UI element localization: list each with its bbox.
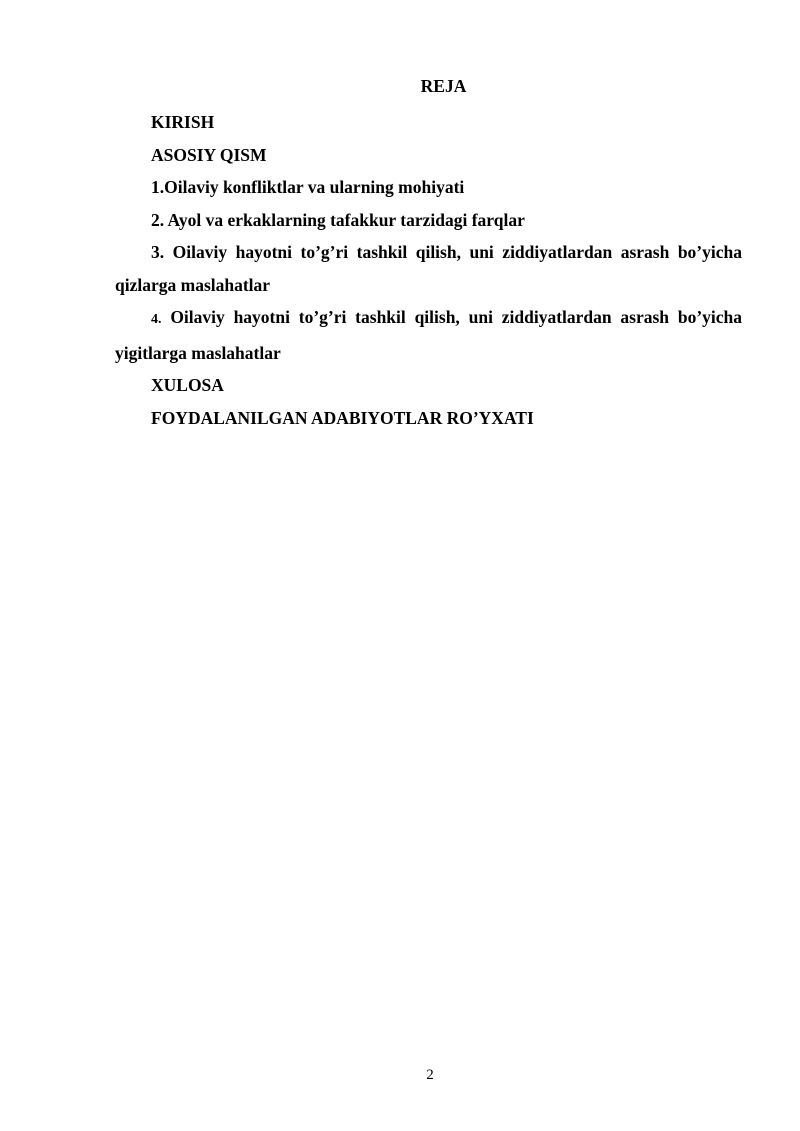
toc-item-3: 3. Oilaviy hayotni to’g’ri tashkil qilish, uni ziddiyatlardan asrash bo’yicha qizlarga maslahatlar bbox=[115, 242, 742, 295]
toc-item-conclusion: XULOSA bbox=[151, 375, 224, 395]
toc-item-introduction: KIRISH bbox=[151, 112, 215, 132]
page-number: 2 bbox=[426, 1067, 434, 1083]
toc-item-references: FOYDALANILGAN ADABIYOTLAR RO’YXATI bbox=[151, 407, 534, 428]
toc-item-4-number: 4. bbox=[151, 312, 162, 327]
toc-item-1: 1.Oilaviy konfliktlar va ularning mohiyati bbox=[151, 177, 465, 197]
table-of-contents bbox=[115, 74, 742, 434]
plan-title: REJA bbox=[420, 76, 467, 96]
toc-item-4-text: Oilaviy hayotni to’g’ri tashkil qilish, uni ziddiyatlardan asrash bo’yicha yigitlarga maslahatlar bbox=[115, 307, 743, 363]
toc-item-4 bbox=[115, 301, 742, 369]
toc-item-main-part: ASOSIY QISM bbox=[151, 144, 267, 165]
toc-item-2: 2. Ayol va erkaklarning tafakkur tarzidagi farqlar bbox=[151, 209, 525, 230]
